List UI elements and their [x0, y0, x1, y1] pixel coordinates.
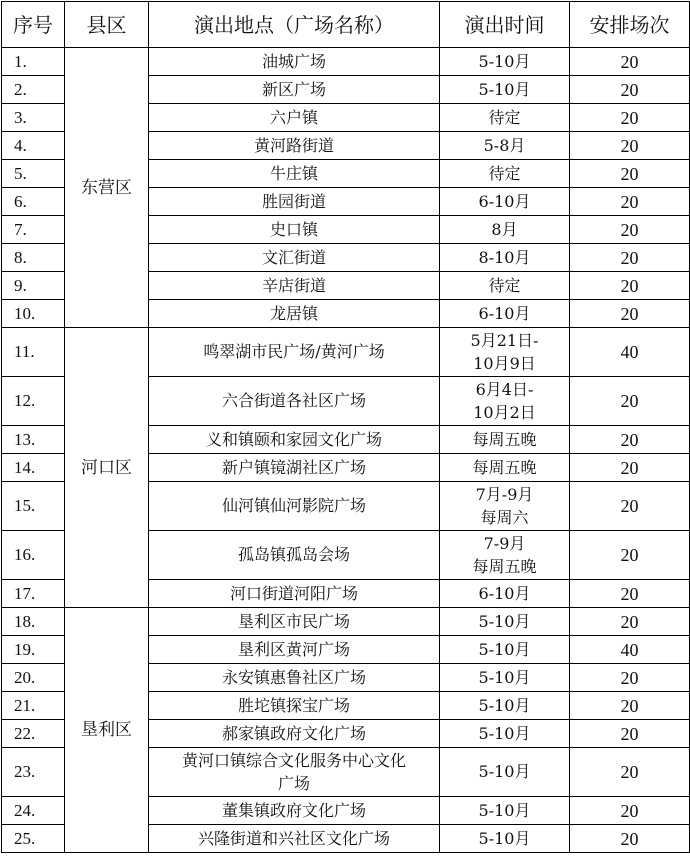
row-seq: 14. [2, 454, 65, 482]
row-place: 垦利区黄河广场 [149, 636, 440, 664]
row-place: 郝家镇政府文化广场 [149, 720, 440, 748]
row-place: 董集镇政府文化广场 [149, 797, 440, 825]
row-place: 垦利区市民广场 [149, 608, 440, 636]
row-count: 20 [570, 825, 690, 853]
row-count: 20 [570, 720, 690, 748]
table-row [2, 608, 690, 636]
row-time: 5-10月 [440, 797, 570, 825]
row-seq: 18. [2, 608, 65, 636]
row-seq: 22. [2, 720, 65, 748]
row-seq: 19. [2, 636, 65, 664]
row-seq: 23. [2, 748, 65, 797]
row-place: 兴隆街道和兴社区文化广场 [149, 825, 440, 853]
row-time: 5-10月 [440, 825, 570, 853]
row-seq: 15. [2, 482, 65, 531]
row-place: 新区广场 [149, 76, 440, 104]
table-row [2, 48, 690, 76]
row-time [440, 328, 570, 377]
district-cell: 河口区 [65, 328, 149, 608]
time-line: 10月9日 [473, 354, 536, 373]
row-count: 20 [570, 426, 690, 454]
time-line: 每周六 [480, 508, 529, 527]
row-place: 史口镇 [149, 216, 440, 244]
row-place: 仙河镇仙河影院广场 [149, 482, 440, 531]
row-place: 黄河路街道 [149, 132, 440, 160]
row-time: 5-10月 [440, 608, 570, 636]
row-count: 20 [570, 797, 690, 825]
row-seq: 11. [2, 328, 65, 377]
row-seq: 1. [2, 48, 65, 76]
performance-schedule-table [1, 1, 690, 853]
header-place: 演出地点（广场名称） [149, 2, 440, 48]
row-place: 胜园街道 [149, 188, 440, 216]
row-place [149, 748, 440, 797]
place-line: 广场 [277, 774, 310, 793]
row-seq: 3. [2, 104, 65, 132]
row-place: 永安镇惠鲁社区广场 [149, 664, 440, 692]
row-count: 20 [570, 188, 690, 216]
row-time: 5-10月 [440, 48, 570, 76]
row-seq: 20. [2, 664, 65, 692]
row-seq: 2. [2, 76, 65, 104]
row-seq: 7. [2, 216, 65, 244]
row-seq: 9. [2, 272, 65, 300]
row-place: 六合街道各社区广场 [149, 377, 440, 426]
header-seq: 序号 [2, 2, 65, 48]
row-place: 辛店街道 [149, 272, 440, 300]
row-time: 5-10月 [440, 76, 570, 104]
row-time: 6-10月 [440, 580, 570, 608]
row-count: 40 [570, 328, 690, 377]
row-time: 待定 [440, 272, 570, 300]
row-place: 鸣翠湖市民广场/黄河广场 [149, 328, 440, 377]
row-place: 龙居镇 [149, 300, 440, 328]
row-time: 5-10月 [440, 636, 570, 664]
row-seq: 8. [2, 244, 65, 272]
row-place: 六户镇 [149, 104, 440, 132]
district-cell: 垦利区 [65, 608, 149, 853]
row-seq: 13. [2, 426, 65, 454]
row-place: 胜坨镇探宝广场 [149, 692, 440, 720]
row-count: 20 [570, 377, 690, 426]
row-seq: 25. [2, 825, 65, 853]
row-count: 20 [570, 608, 690, 636]
time-line: 5月21日- [470, 331, 539, 350]
row-count: 20 [570, 748, 690, 797]
header-time: 演出时间 [440, 2, 570, 48]
row-seq: 21. [2, 692, 65, 720]
row-count: 20 [570, 692, 690, 720]
time-line: 10月2日 [473, 403, 536, 422]
table-row [2, 328, 690, 377]
time-line: 每周五晚 [472, 557, 537, 576]
row-time: 5-10月 [440, 692, 570, 720]
row-time: 5-10月 [440, 664, 570, 692]
row-count: 20 [570, 132, 690, 160]
row-time: 6-10月 [440, 300, 570, 328]
row-time [440, 377, 570, 426]
district-cell: 东营区 [65, 48, 149, 328]
row-seq: 4. [2, 132, 65, 160]
header-row [2, 2, 690, 48]
row-count: 20 [570, 160, 690, 188]
row-time: 待定 [440, 104, 570, 132]
row-place: 义和镇颐和家园文化广场 [149, 426, 440, 454]
row-count: 20 [570, 76, 690, 104]
row-time: 8-10月 [440, 244, 570, 272]
row-seq: 16. [2, 531, 65, 580]
row-count: 20 [570, 244, 690, 272]
row-time: 待定 [440, 160, 570, 188]
row-time [440, 482, 570, 531]
row-count: 20 [570, 454, 690, 482]
place-line: 黄河口镇综合文化服务中心文化 [181, 751, 406, 770]
row-time: 每周五晚 [440, 426, 570, 454]
row-seq: 10. [2, 300, 65, 328]
row-count: 20 [570, 216, 690, 244]
row-seq: 24. [2, 797, 65, 825]
row-place: 孤岛镇孤岛会场 [149, 531, 440, 580]
row-seq: 5. [2, 160, 65, 188]
time-line: 7月-9月 [475, 485, 534, 504]
row-time [440, 531, 570, 580]
header-district: 县区 [65, 2, 149, 48]
table-body [2, 48, 690, 853]
time-line: 7-9月 [483, 534, 526, 553]
row-count: 20 [570, 664, 690, 692]
row-place: 牛庄镇 [149, 160, 440, 188]
row-seq: 6. [2, 188, 65, 216]
row-count: 20 [570, 272, 690, 300]
row-time: 每周五晚 [440, 454, 570, 482]
time-line: 6月4日- [475, 380, 534, 399]
row-place: 油城广场 [149, 48, 440, 76]
row-seq: 12. [2, 377, 65, 426]
table-header [2, 2, 690, 48]
row-place: 文汇街道 [149, 244, 440, 272]
row-place: 新户镇镜湖社区广场 [149, 454, 440, 482]
row-count: 20 [570, 482, 690, 531]
row-count: 20 [570, 104, 690, 132]
row-time: 8月 [440, 216, 570, 244]
row-time: 5-10月 [440, 748, 570, 797]
row-count: 40 [570, 636, 690, 664]
row-time: 5-10月 [440, 720, 570, 748]
row-time: 5-8月 [440, 132, 570, 160]
row-count: 20 [570, 531, 690, 580]
row-count: 20 [570, 580, 690, 608]
row-time: 6-10月 [440, 188, 570, 216]
row-seq: 17. [2, 580, 65, 608]
row-count: 20 [570, 48, 690, 76]
row-place: 河口街道河阳广场 [149, 580, 440, 608]
row-count: 20 [570, 300, 690, 328]
header-count: 安排场次 [570, 2, 690, 48]
